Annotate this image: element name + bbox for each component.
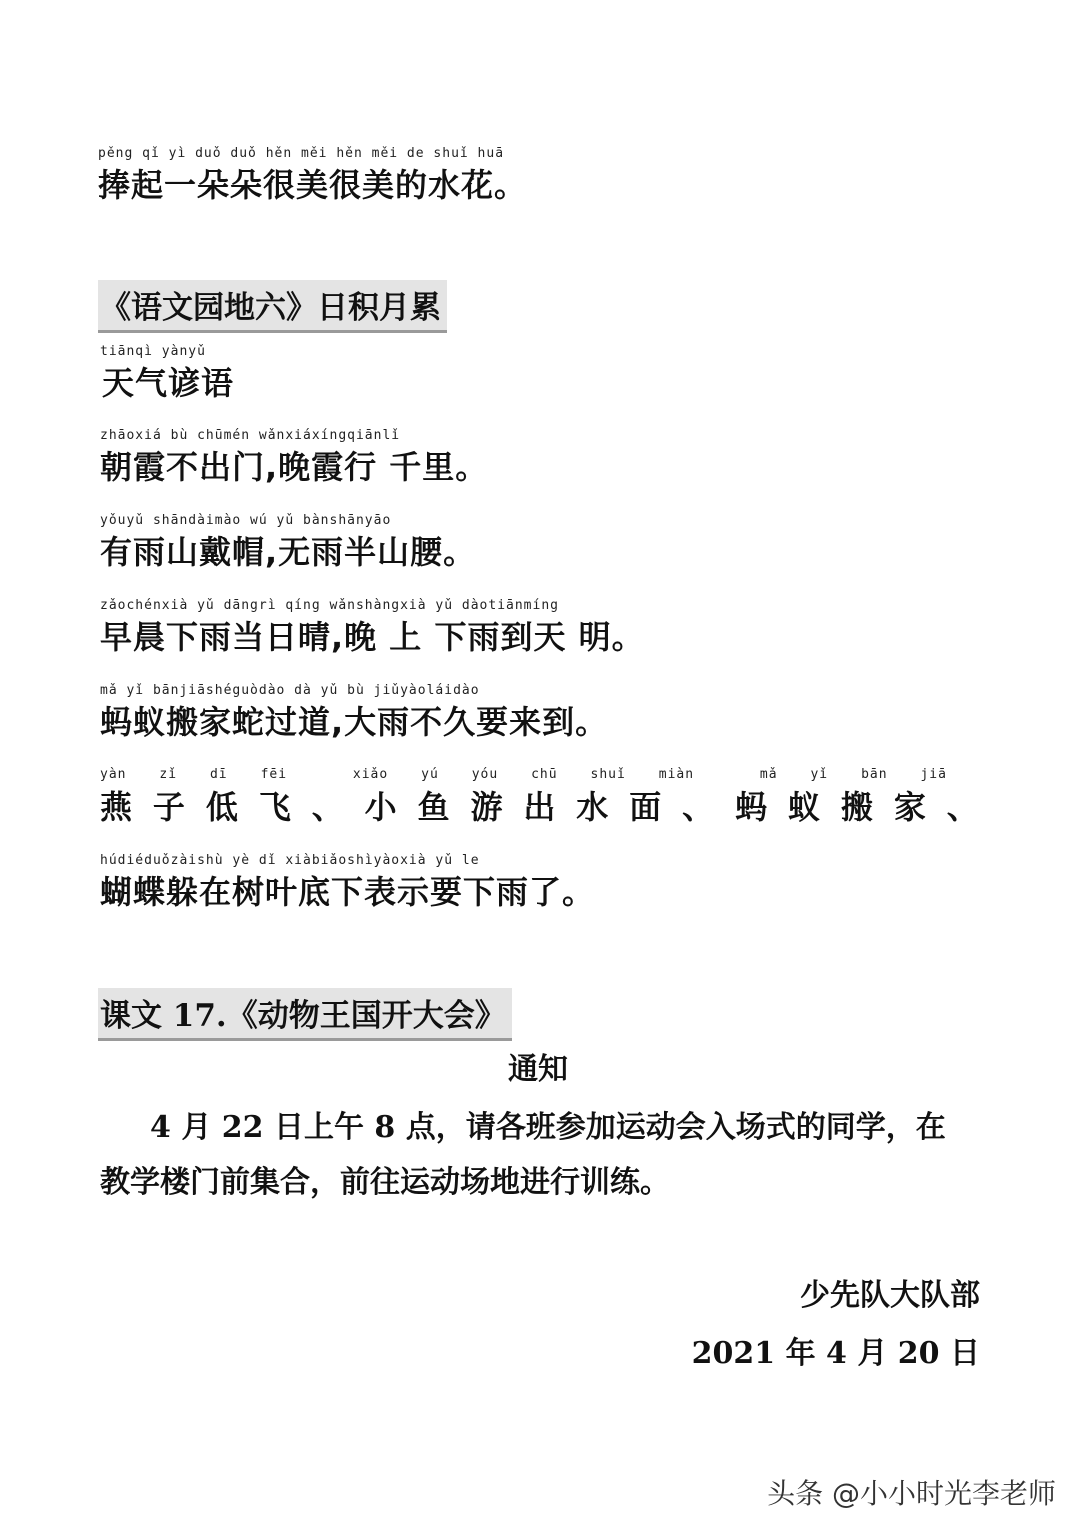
pinyin-cell: mǎ bbox=[759, 767, 778, 782]
hanzi-cell: 子 bbox=[152, 788, 186, 826]
proverb-pinyin: húdiéduǒzàishù yè dǐ xiàbiǎoshìyàoxià yǔ le bbox=[100, 853, 480, 868]
hanzi-cell: 蚁 bbox=[787, 788, 821, 826]
section-title-garden: 《语文园地六》日积月累 bbox=[98, 280, 447, 333]
hanzi-cell: 面 bbox=[629, 788, 663, 826]
proverb-pinyin: zǎochénxià yǔ dāngrì qíng wǎnshàngxià yǔ dàotiānmíng bbox=[100, 598, 559, 613]
pinyin-cell: yàn bbox=[100, 767, 127, 782]
pinyin-cell: shuǐ bbox=[590, 767, 626, 782]
poem-pinyin: pěng qǐ yì duǒ duǒ hěn měi hěn měi de shuǐ huā bbox=[98, 146, 505, 161]
notice-line: 教学楼门前集合，前往运动场地进行训练。 bbox=[100, 1165, 670, 1200]
hanzi-cell: 出 bbox=[523, 788, 557, 826]
proverb-line: 有雨山戴帽,无雨半山腰。 bbox=[100, 533, 477, 571]
hanzi-cell: 、 bbox=[311, 788, 345, 826]
hanzi-cell: 鱼 bbox=[417, 788, 451, 826]
pinyin-cell: miàn bbox=[658, 767, 695, 782]
proverb-pinyin: zhāoxiá bù chūmén wǎnxiáxíngqiānlǐ bbox=[100, 428, 401, 443]
notice-date: 2021 年 4 月 20 日 bbox=[691, 1336, 980, 1371]
hanzi-cell: 飞 bbox=[258, 788, 292, 826]
hanzi-cell: 搬 bbox=[840, 788, 874, 826]
pinyin-cell: yú bbox=[421, 767, 439, 782]
section-title-lesson: 课文 17.《动物王国开大会》 bbox=[98, 988, 512, 1041]
poem-line: 捧起一朵朵很美很美的水花。 bbox=[98, 166, 528, 204]
notice-heading: 通知 bbox=[508, 1052, 568, 1087]
hanzi-cell: 、 bbox=[946, 788, 980, 826]
proverb-line: 早晨下雨当日晴,晚 上 下雨到天 明。 bbox=[100, 618, 645, 656]
proverb-pinyin: mǎ yǐ bānjiāshéguòdào dà yǔ bù jiǔyàoláidào bbox=[100, 683, 480, 698]
pinyin-cell: xiǎo bbox=[352, 767, 389, 782]
hanzi-cell: 低 bbox=[205, 788, 239, 826]
subtitle-pinyin: tiānqì yànyǔ bbox=[100, 344, 206, 359]
notice-signature: 少先队大队部 bbox=[800, 1278, 980, 1313]
pinyin-cell: chū bbox=[531, 767, 558, 782]
pinyin-cell: yǐ bbox=[810, 767, 829, 782]
proverb-pinyin: yǒuyǔ shāndàimào wú yǔ bànshānyāo bbox=[100, 513, 392, 528]
proverb-line: 蚂蚁搬家蛇过道,大雨不久要来到。 bbox=[100, 703, 609, 741]
pinyin-cell: yóu bbox=[471, 767, 499, 782]
watermark: 头条 @小小时光李老师 bbox=[767, 1477, 1056, 1510]
subtitle: 天气谚语 bbox=[102, 364, 235, 402]
pinyin-cell: jiā bbox=[920, 767, 947, 782]
long-proverb-pinyin-row bbox=[100, 767, 980, 782]
notice-line: 4 月 22 日上午 8 点，请各班参加运动会入场式的同学，在 bbox=[150, 1110, 946, 1145]
pinyin-cell: bān bbox=[861, 767, 888, 782]
pinyin-cell: zǐ bbox=[159, 767, 178, 782]
hanzi-cell: 蚂 bbox=[735, 788, 769, 826]
pinyin-cell: dī bbox=[209, 767, 228, 782]
proverb-line: 朝霞不出门,晚霞行 千里。 bbox=[100, 448, 489, 486]
hanzi-cell: 小 bbox=[364, 788, 398, 826]
pinyin-cell: fēi bbox=[260, 767, 288, 782]
hanzi-cell: 家 bbox=[893, 788, 927, 826]
hanzi-cell: 、 bbox=[682, 788, 716, 826]
hanzi-cell: 水 bbox=[576, 788, 610, 826]
proverb-line: 蝴蝶躲在树叶底下表示要下雨了。 bbox=[100, 873, 596, 911]
hanzi-cell: 游 bbox=[470, 788, 504, 826]
long-proverb-hanzi-row bbox=[100, 782, 980, 828]
hanzi-cell: 燕 bbox=[100, 788, 134, 826]
